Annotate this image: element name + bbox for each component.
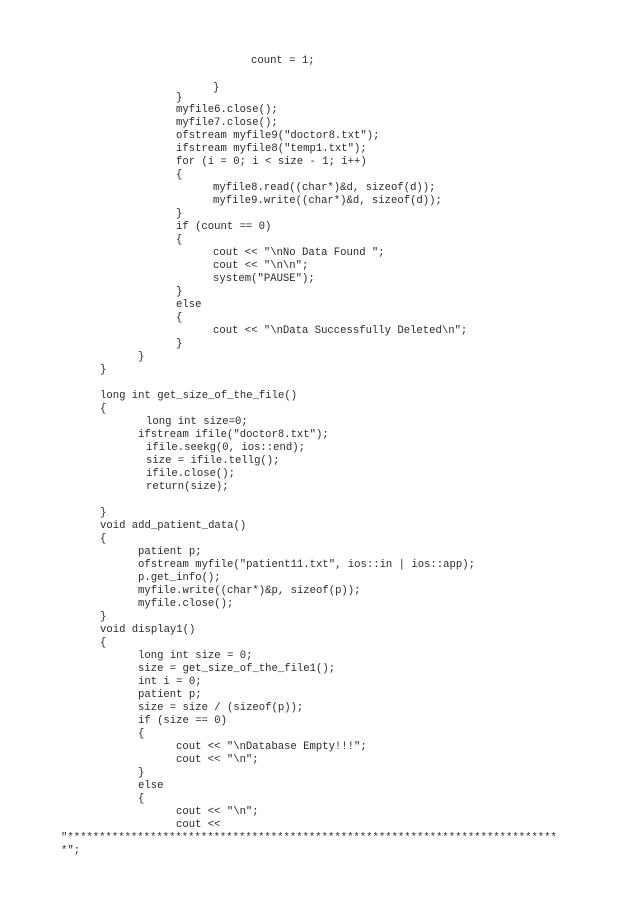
code-line: myfile9.write((char*)&d, sizeof(d)); — [213, 195, 442, 207]
code-line: } — [176, 338, 183, 350]
code-line: cout << "\nNo Data Found "; — [213, 247, 385, 259]
code-line: ifstream ifile("doctor8.txt"); — [138, 429, 329, 441]
code-line: { — [176, 234, 183, 246]
code-line: { — [100, 403, 107, 415]
code-line: } — [138, 351, 145, 363]
code-line: ifile.close(); — [146, 468, 236, 480]
code-line: size = ifile.tellg(); — [146, 455, 280, 467]
code-line: else — [138, 780, 164, 792]
code-line: if (count == 0) — [176, 221, 272, 233]
code-line: patient p; — [138, 689, 202, 701]
code-line: } — [138, 767, 145, 779]
code-line: ifstream myfile8("temp1.txt"); — [176, 143, 367, 155]
code-line: myfile7.close(); — [176, 117, 278, 129]
code-line: p.get_info(); — [138, 572, 221, 584]
code-line: system("PAUSE"); — [213, 273, 315, 285]
code-line: count = 1; — [251, 55, 315, 67]
code-line: *"; — [61, 845, 81, 857]
code-line: long int size=0; — [146, 416, 248, 428]
code-line: { — [176, 312, 183, 324]
code-line: } — [176, 286, 183, 298]
code-line: } — [176, 208, 183, 220]
code-line: else — [176, 299, 202, 311]
code-line: myfile.write((char*)&p, sizeof(p)); — [138, 585, 361, 597]
code-line: } — [176, 92, 183, 104]
code-line: "***************************************************************************** — [61, 832, 557, 844]
code-line: cout << "\n"; — [176, 806, 259, 818]
code-line: cout << "\n\n"; — [213, 260, 309, 272]
code-line: { — [138, 793, 145, 805]
code-line: void display1() — [100, 624, 196, 636]
code-line: if (size == 0) — [138, 715, 228, 727]
code-line: myfile.close(); — [138, 598, 234, 610]
code-line: for (i = 0; i < size - 1; i++) — [176, 156, 367, 168]
code-line: { — [176, 169, 183, 181]
code-line: return(size); — [146, 481, 229, 493]
code-line: { — [100, 533, 107, 545]
code-line: { — [138, 728, 145, 740]
code-line: myfile6.close(); — [176, 104, 278, 116]
code-line: cout << "\nData Successfully Deleted\n"; — [213, 325, 468, 337]
code-line: } — [100, 611, 107, 623]
code-line: } — [213, 82, 220, 94]
code-line: size = get_size_of_the_file1(); — [138, 663, 336, 675]
code-line: cout << — [176, 819, 221, 831]
code-line: ofstream myfile("patient11.txt", ios::in | ios::app); — [138, 559, 475, 571]
code-line: ofstream myfile9("doctor8.txt"); — [176, 130, 380, 142]
code-line: cout << "\nDatabase Empty!!!"; — [176, 741, 367, 753]
code-line: myfile8.read((char*)&d, sizeof(d)); — [213, 182, 436, 194]
code-line: { — [100, 637, 107, 649]
code-line: patient p; — [138, 546, 202, 558]
code-line: int i = 0; — [138, 676, 202, 688]
code-line: ifile.seekg(0, ios::end); — [146, 442, 305, 454]
code-line: } — [100, 507, 107, 519]
code-line: size = size / (sizeof(p)); — [138, 702, 304, 714]
code-line: long int get_size_of_the_file() — [100, 390, 298, 402]
code-line: long int size = 0; — [138, 650, 253, 662]
code-line: cout << "\n"; — [176, 754, 259, 766]
code-line: void add_patient_data() — [100, 520, 247, 532]
code-line: } — [100, 364, 107, 376]
